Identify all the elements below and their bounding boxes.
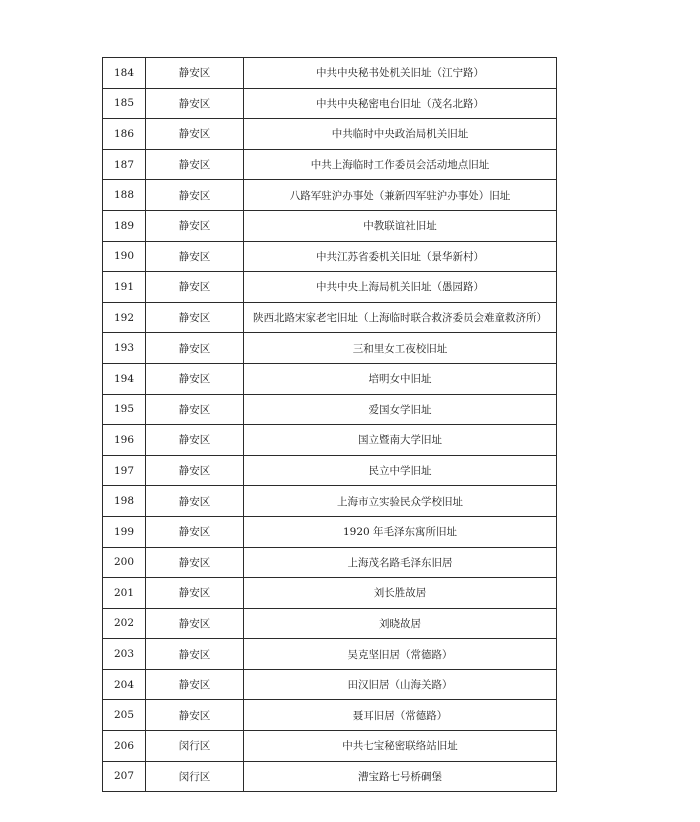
table-row <box>103 731 557 762</box>
table-row <box>103 272 557 303</box>
site-name-cell: 田汉旧居（山海关路） <box>244 669 557 700</box>
site-name-cell: 1920 年毛泽东寓所旧址 <box>244 516 557 547</box>
site-name-cell: 中共七宝秘密联络站旧址 <box>244 731 557 762</box>
row-number-cell: 184 <box>103 58 146 89</box>
row-number-cell: 199 <box>103 516 146 547</box>
site-name-cell: 国立暨南大学旧址 <box>244 425 557 456</box>
row-number-cell: 195 <box>103 394 146 425</box>
table-row <box>103 210 557 241</box>
row-number-cell: 206 <box>103 731 146 762</box>
site-name-cell: 中共上海临时工作委员会活动地点旧址 <box>244 149 557 180</box>
table-row <box>103 394 557 425</box>
district-cell: 静安区 <box>146 700 244 731</box>
table-row <box>103 700 557 731</box>
site-name-cell: 中共中央秘书处机关旧址（江宁路） <box>244 58 557 89</box>
district-cell: 静安区 <box>146 547 244 578</box>
site-name-cell: 漕宝路七号桥碉堡 <box>244 761 557 792</box>
row-number-cell: 191 <box>103 272 146 303</box>
district-cell: 静安区 <box>146 88 244 119</box>
district-cell: 静安区 <box>146 486 244 517</box>
row-number-cell: 207 <box>103 761 146 792</box>
heritage-sites-table <box>102 57 557 792</box>
district-cell: 静安区 <box>146 333 244 364</box>
table-row <box>103 547 557 578</box>
row-number-cell: 201 <box>103 578 146 609</box>
district-cell: 静安区 <box>146 363 244 394</box>
table-row <box>103 149 557 180</box>
district-cell: 闵行区 <box>146 761 244 792</box>
site-name-cell: 民立中学旧址 <box>244 455 557 486</box>
district-cell: 静安区 <box>146 241 244 272</box>
district-cell: 静安区 <box>146 608 244 639</box>
table-row <box>103 58 557 89</box>
row-number-cell: 185 <box>103 88 146 119</box>
row-number-cell: 204 <box>103 669 146 700</box>
table-row <box>103 88 557 119</box>
table-row <box>103 363 557 394</box>
site-name-cell: 陕西北路宋家老宅旧址（上海临时联合救济委员会难童救济所） <box>244 302 557 333</box>
table-row <box>103 486 557 517</box>
table-row <box>103 578 557 609</box>
site-name-cell: 爱国女学旧址 <box>244 394 557 425</box>
district-cell: 静安区 <box>146 58 244 89</box>
row-number-cell: 187 <box>103 149 146 180</box>
site-name-cell: 中共中央上海局机关旧址（愚园路） <box>244 272 557 303</box>
site-name-cell: 刘晓故居 <box>244 608 557 639</box>
district-cell: 静安区 <box>146 210 244 241</box>
table-row <box>103 639 557 670</box>
row-number-cell: 203 <box>103 639 146 670</box>
site-name-cell: 中教联谊社旧址 <box>244 210 557 241</box>
table-row <box>103 241 557 272</box>
district-cell: 静安区 <box>146 669 244 700</box>
district-cell: 静安区 <box>146 516 244 547</box>
district-cell: 静安区 <box>146 394 244 425</box>
site-name-cell: 八路军驻沪办事处（兼新四军驻沪办事处）旧址 <box>244 180 557 211</box>
table-row <box>103 761 557 792</box>
site-name-cell: 刘长胜故居 <box>244 578 557 609</box>
site-name-cell: 三和里女工夜校旧址 <box>244 333 557 364</box>
site-name-cell: 上海市立实验民众学校旧址 <box>244 486 557 517</box>
district-cell: 静安区 <box>146 425 244 456</box>
district-cell: 静安区 <box>146 272 244 303</box>
table-row <box>103 425 557 456</box>
row-number-cell: 193 <box>103 333 146 364</box>
district-cell: 静安区 <box>146 119 244 150</box>
table-row <box>103 455 557 486</box>
row-number-cell: 200 <box>103 547 146 578</box>
district-cell: 静安区 <box>146 149 244 180</box>
row-number-cell: 194 <box>103 363 146 394</box>
row-number-cell: 190 <box>103 241 146 272</box>
site-name-cell: 培明女中旧址 <box>244 363 557 394</box>
district-cell: 静安区 <box>146 639 244 670</box>
district-cell: 静安区 <box>146 302 244 333</box>
site-name-cell: 聂耳旧居（常德路） <box>244 700 557 731</box>
row-number-cell: 196 <box>103 425 146 456</box>
district-cell: 静安区 <box>146 180 244 211</box>
table-row <box>103 180 557 211</box>
row-number-cell: 189 <box>103 210 146 241</box>
table-row <box>103 333 557 364</box>
row-number-cell: 192 <box>103 302 146 333</box>
row-number-cell: 186 <box>103 119 146 150</box>
row-number-cell: 188 <box>103 180 146 211</box>
site-name-cell: 吴克坚旧居（常德路） <box>244 639 557 670</box>
table-row <box>103 119 557 150</box>
table-row <box>103 302 557 333</box>
site-name-cell: 中共临时中央政治局机关旧址 <box>244 119 557 150</box>
site-name-cell: 上海茂名路毛泽东旧居 <box>244 547 557 578</box>
row-number-cell: 197 <box>103 455 146 486</box>
district-cell: 静安区 <box>146 455 244 486</box>
district-cell: 静安区 <box>146 578 244 609</box>
district-cell: 闵行区 <box>146 731 244 762</box>
table-row <box>103 669 557 700</box>
site-name-cell: 中共中央秘密电台旧址（茂名北路） <box>244 88 557 119</box>
row-number-cell: 202 <box>103 608 146 639</box>
table-row <box>103 608 557 639</box>
row-number-cell: 205 <box>103 700 146 731</box>
table-body <box>103 58 557 792</box>
table-row <box>103 516 557 547</box>
site-name-cell: 中共江苏省委机关旧址（景华新村） <box>244 241 557 272</box>
row-number-cell: 198 <box>103 486 146 517</box>
